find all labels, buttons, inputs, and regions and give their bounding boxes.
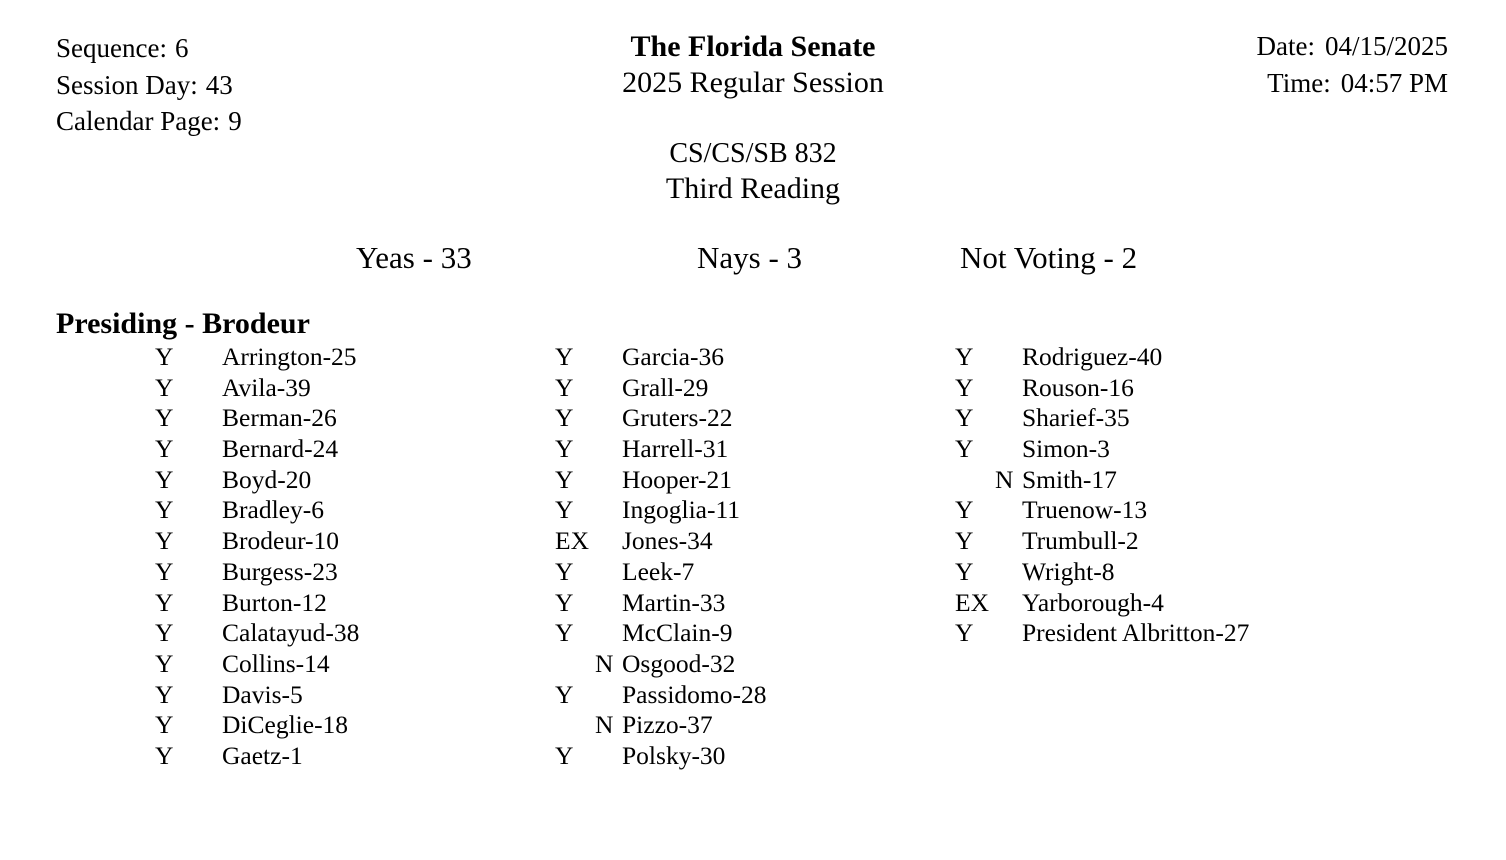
- vote-code: Y: [955, 526, 974, 556]
- vote-code: Y: [155, 495, 174, 525]
- vote-code: Y: [955, 342, 974, 371]
- senator-name: Bradley-6: [222, 495, 324, 525]
- reading-stage: Third Reading: [665, 172, 841, 205]
- vote-code: Y: [555, 587, 574, 617]
- vote-code: Y: [155, 556, 174, 586]
- vote-code: Y: [555, 740, 574, 770]
- senator-name: DiCeglie-18: [222, 710, 349, 740]
- senator-name: Berman-26: [222, 403, 337, 433]
- time-label: Time:: [1267, 68, 1331, 98]
- senator-name: Smith-17: [1022, 464, 1117, 494]
- senator-name: Harrell-31: [622, 434, 729, 464]
- vote-code: Y: [155, 342, 174, 371]
- date-label: Date:: [1256, 31, 1315, 61]
- presiding-officer: Presiding - Brodeur: [56, 307, 310, 340]
- senator-name: Rouson-16: [1022, 372, 1134, 402]
- senator-name: Hooper-21: [622, 464, 732, 494]
- senator-name: Sharief-35: [1022, 403, 1130, 433]
- senator-name: Rodriguez-40: [1022, 342, 1163, 371]
- vote-code: Y: [155, 740, 174, 770]
- bill-number: CS/CS/SB 832: [669, 138, 837, 169]
- date-time-info: [1257, 28, 1449, 102]
- senator-name: Burton-12: [222, 587, 327, 617]
- vote-code: Y: [555, 679, 574, 709]
- vote-code: Y: [155, 403, 174, 433]
- senator-name: Avila-39: [222, 372, 311, 402]
- senator-name: Bernard-24: [222, 434, 339, 464]
- date-value: 04/15/2025: [1324, 31, 1448, 61]
- vote-code: Y: [155, 618, 174, 648]
- vote-code: Y: [555, 495, 574, 525]
- senator-name: Garcia-36: [622, 342, 724, 371]
- senator-name: Yarborough-4: [1022, 587, 1164, 617]
- senator-name: Pizzo-37: [622, 710, 713, 740]
- vote-code: Y: [555, 342, 574, 371]
- vote-code: Y: [555, 464, 574, 494]
- senator-name: Boyd-20: [222, 464, 312, 494]
- vote-code: Y: [555, 556, 574, 586]
- vote-code: Y: [155, 710, 174, 740]
- not-voting-total: Not Voting - 2: [960, 240, 1138, 275]
- vote-code: N: [595, 710, 614, 740]
- time-value: 04:57 PM: [1340, 68, 1448, 98]
- senator-name: Trumbull-2: [1022, 526, 1139, 556]
- vote-code: Y: [955, 434, 974, 464]
- sequence-value: 6: [174, 33, 189, 63]
- vote-code: Y: [955, 403, 974, 433]
- senator-name: Grall-29: [622, 372, 709, 402]
- senator-name: Truenow-13: [1022, 495, 1148, 525]
- senator-name: Polsky-30: [622, 740, 726, 770]
- vote-code: Y: [155, 526, 174, 556]
- vote-code: Y: [155, 679, 174, 709]
- senator-name: Arrington-25: [222, 342, 357, 371]
- senator-name: Martin-33: [622, 587, 726, 617]
- vote-code: Y: [155, 587, 174, 617]
- session-title: 2025 Regular Session: [622, 66, 884, 99]
- vote-code: Y: [155, 464, 174, 494]
- senator-name: McClain-9: [622, 618, 733, 648]
- senator-name: Osgood-32: [622, 648, 736, 678]
- vote-code: Y: [955, 495, 974, 525]
- senator-name: Passidomo-28: [622, 679, 767, 709]
- vote-code: Y: [955, 618, 974, 648]
- vote-code: N: [595, 648, 614, 678]
- document-title: The Florida Senate: [630, 30, 876, 63]
- vote-code: Y: [155, 434, 174, 464]
- senator-name: Leek-7: [622, 556, 695, 586]
- senator-name: Burgess-23: [222, 556, 338, 586]
- vote-code: Y: [555, 434, 574, 464]
- session-day-label: Session Day:: [56, 69, 198, 100]
- vote-code: Y: [155, 648, 174, 678]
- date-row: [1257, 28, 1449, 65]
- vote-code: EX: [555, 526, 589, 556]
- vote-code: Y: [955, 556, 974, 586]
- senator-name: Wright-8: [1022, 556, 1115, 586]
- nays-total: Nays - 3: [697, 240, 803, 275]
- senator-name: President Albritton-27: [1022, 618, 1250, 648]
- vote-code: Y: [555, 372, 574, 402]
- vote-code: EX: [955, 587, 989, 617]
- senator-name: Jones-34: [622, 526, 713, 556]
- senator-name: Gruters-22: [622, 403, 733, 433]
- vote-code: Y: [555, 403, 574, 433]
- senator-name: Collins-14: [222, 648, 330, 678]
- time-row: [1257, 65, 1449, 102]
- yeas-total: Yeas - 33: [356, 240, 472, 275]
- senator-name: Calatayud-38: [222, 618, 360, 648]
- senator-name: Brodeur-10: [222, 526, 340, 556]
- calendar-page-row: [56, 103, 242, 140]
- session-day-value: 43: [205, 69, 233, 100]
- sequence-label: Sequence:: [56, 33, 167, 63]
- senator-name: Gaetz-1: [222, 740, 303, 770]
- senator-name: Ingoglia-11: [622, 495, 741, 525]
- calendar-page-value: 9: [228, 106, 242, 136]
- vote-code: Y: [955, 372, 974, 402]
- senator-name: Davis-5: [222, 679, 303, 709]
- vote-code: Y: [155, 372, 174, 402]
- calendar-page-label: Calendar Page:: [56, 106, 221, 136]
- vote-code: Y: [555, 618, 574, 648]
- vote-code: N: [995, 464, 1014, 494]
- senator-name: Simon-3: [1022, 434, 1110, 464]
